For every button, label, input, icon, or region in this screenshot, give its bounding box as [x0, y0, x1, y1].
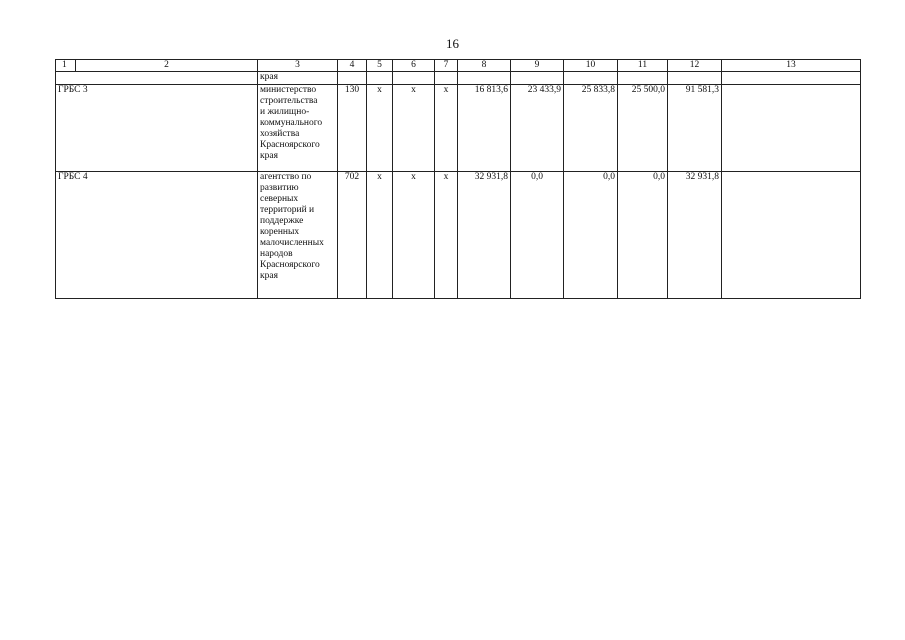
col8-value: 16 813,6: [458, 85, 511, 172]
grbs-name-line: Красноярского: [260, 140, 320, 150]
col5-value: х: [367, 85, 393, 172]
grbs-name-line: хозяйства: [260, 129, 300, 139]
empty-cell: [435, 72, 458, 85]
empty-cell: [618, 72, 668, 85]
grbs-name-line: края: [260, 151, 278, 161]
empty-cell: [393, 72, 435, 85]
empty-cell: [722, 72, 861, 85]
grbs-name: [258, 172, 338, 299]
grbs-name: [258, 85, 338, 172]
col12-value: 32 931,8: [668, 172, 722, 299]
col11-value: 25 500,0: [618, 85, 668, 172]
col10-value: 0,0: [564, 172, 618, 299]
table-row: [56, 85, 861, 172]
col13-value: [722, 172, 861, 299]
col7-value: х: [435, 172, 458, 299]
continuation-cell-1: [56, 72, 258, 85]
continuation-row: [56, 72, 861, 85]
col5-value: х: [367, 172, 393, 299]
col9-value: 23 433,9: [511, 85, 564, 172]
col11-value: 0,0: [618, 172, 668, 299]
empty-cell: [668, 72, 722, 85]
col-header-4: 4: [338, 60, 367, 72]
col-header-13: 13: [722, 60, 861, 72]
col-header-6: 6: [393, 60, 435, 72]
col-header-11: 11: [618, 60, 668, 72]
col4-value: 130: [338, 85, 367, 172]
grbs-code: ГРБС 4: [56, 172, 258, 299]
grbs-name-line: территорий и: [260, 205, 315, 215]
col13-value: [722, 85, 861, 172]
col-header-5: 5: [367, 60, 393, 72]
col-header-1: 1: [56, 60, 76, 72]
grbs-code: ГРБС 3: [56, 85, 258, 172]
grbs-name-line: малочисленных: [260, 238, 324, 248]
grbs-name-line: строительства: [260, 96, 318, 106]
col-header-9: 9: [511, 60, 564, 72]
header-row: [56, 60, 861, 72]
col12-value: 91 581,3: [668, 85, 722, 172]
grbs-name-line: Красноярского: [260, 260, 320, 270]
col-header-7: 7: [435, 60, 458, 72]
col-header-10: 10: [564, 60, 618, 72]
col-header-12: 12: [668, 60, 722, 72]
grbs-name-line: коренных: [260, 227, 300, 237]
col4-value: 702: [338, 172, 367, 299]
grbs-name-line: народов: [260, 249, 293, 259]
grbs-name-line: развитию: [260, 183, 299, 193]
col6-value: х: [393, 85, 435, 172]
grbs-name-line: коммунального: [260, 118, 323, 128]
grbs-name-line: и жилищно-: [260, 107, 310, 117]
empty-cell: [458, 72, 511, 85]
col6-value: х: [393, 172, 435, 299]
col-header-8: 8: [458, 60, 511, 72]
empty-cell: [367, 72, 393, 85]
empty-cell: [338, 72, 367, 85]
grbs-name-line: северных: [260, 194, 299, 204]
grbs-name-line: края: [260, 271, 278, 281]
table-row: [56, 172, 861, 299]
col-header-2: 2: [76, 60, 258, 72]
empty-cell: [511, 72, 564, 85]
grbs-name-line: поддержке: [260, 216, 304, 226]
col7-value: х: [435, 85, 458, 172]
continuation-cell-3: края: [258, 72, 338, 85]
budget-table: [55, 59, 861, 299]
page-number: 16: [446, 36, 459, 51]
col8-value: 32 931,8: [458, 172, 511, 299]
grbs-name-line: агентство по: [260, 172, 312, 182]
empty-cell: [564, 72, 618, 85]
grbs-name-line: министерство: [260, 85, 317, 95]
col10-value: 25 833,8: [564, 85, 618, 172]
col9-value: 0,0: [511, 172, 564, 299]
col-header-3: 3: [258, 60, 338, 72]
